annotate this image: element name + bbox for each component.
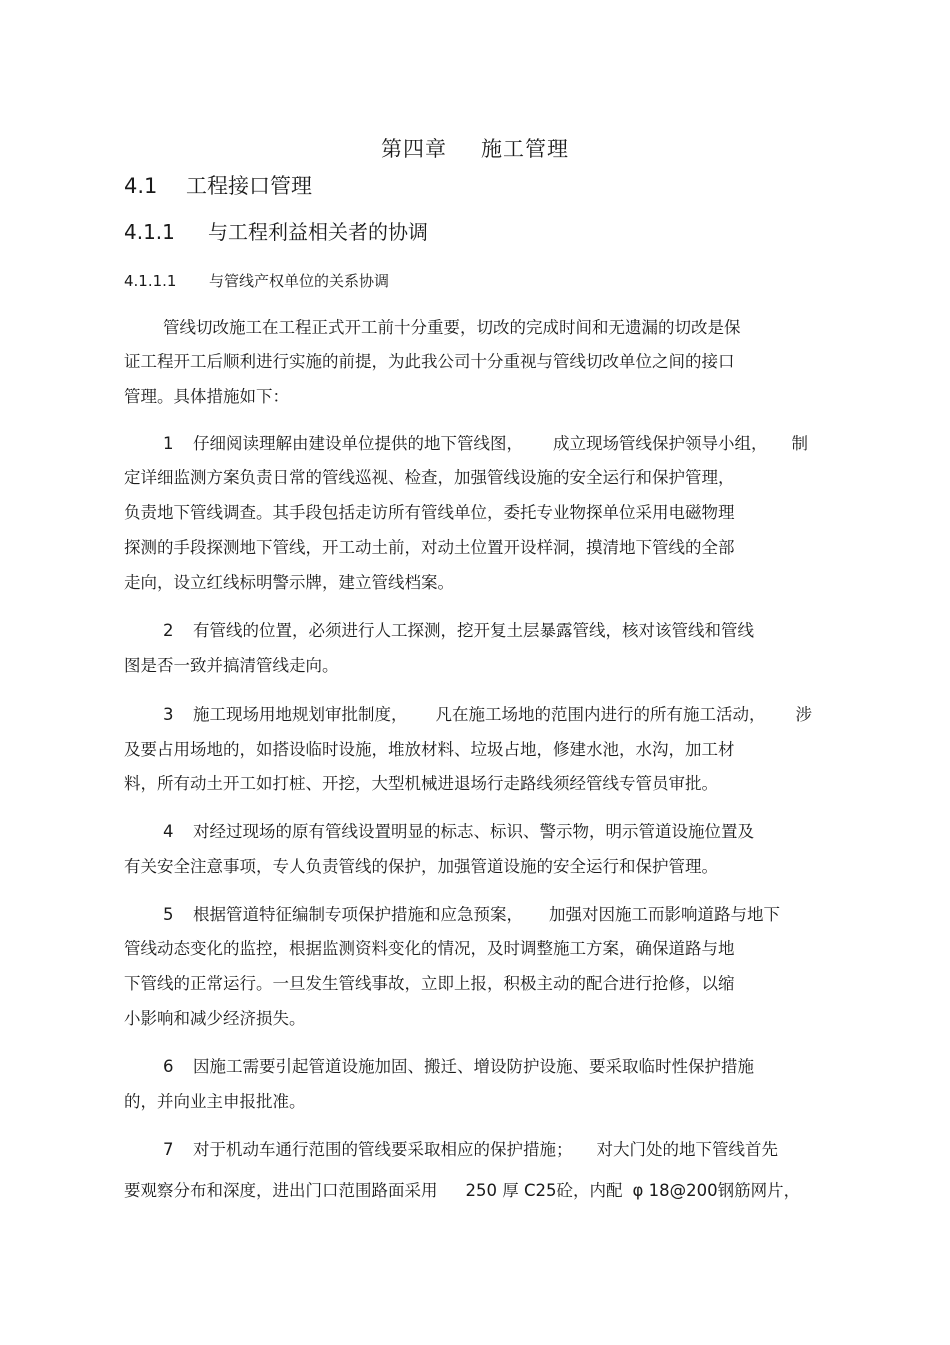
list-item-line	[163, 904, 780, 926]
list-item-line: 的，并向业主申报批准。	[124, 1092, 306, 1111]
list-item-line: 负责地下管线调查。其手段包括走访所有管线单位，委托专业物探单位采用电磁物理	[124, 503, 735, 522]
text-segment: 250 厚 C25砼，内配	[465, 1181, 623, 1200]
item-number: 3	[163, 705, 174, 724]
item-number: 1	[163, 434, 174, 453]
list-item-line	[124, 1180, 800, 1202]
chapter-number: 第四章	[381, 137, 447, 161]
list-item-line: 料，所有动土开工如打桩、开挖，大型机械进退场行走路线须经管线专管员审批。	[124, 774, 718, 793]
text-segment: 仔细阅读理解由建设单位提供的地下管线图，	[193, 434, 523, 453]
text-segment: 对于机动车通行范围的管线要采取相应的保护措施；	[193, 1140, 573, 1159]
list-item-line	[163, 1056, 754, 1078]
section-number: 4.1	[124, 174, 158, 198]
subsection-heading	[124, 216, 428, 245]
list-item-line: 及要占用场地的，如搭设临时设施，堆放材料、垃圾占地，修建水池，水沟，加工材	[124, 740, 735, 759]
section-heading	[124, 170, 312, 200]
intro-line: 管理。具体措施如下：	[124, 387, 289, 406]
list-item-line: 小影响和减少经济损失。	[124, 1009, 306, 1028]
list-item-line: 下管线的正常运行。一旦发生管线事故，立即上报，积极主动的配合进行抢修，以缩	[124, 974, 735, 993]
text-segment: 制	[791, 434, 808, 453]
list-item-line	[163, 433, 808, 455]
list-item-line: 走向，设立红线标明警示牌，建立管线档案。	[124, 573, 454, 592]
text-segment: 根据管道特征编制专项保护措施和应急预案，	[193, 905, 523, 924]
list-item-line	[163, 1139, 778, 1161]
subsubsection-title: 与管线产权单位的关系协调	[209, 272, 390, 290]
subsection-number: 4.1.1	[124, 220, 175, 244]
item-number: 4	[163, 822, 174, 841]
list-item-line	[163, 821, 754, 843]
chapter-title	[0, 133, 950, 163]
list-item-line: 定详细监测方案负责日常的管线巡视、检查，加强管线设施的安全运行和保护管理，	[124, 468, 735, 487]
subsection-title: 与工程利益相关者的协调	[208, 220, 428, 244]
text-segment: 对大门处的地下管线首先	[596, 1140, 778, 1159]
chapter-name: 施工管理	[481, 137, 569, 161]
text-segment: 要观察分布和深度，进出门口范围路面采用	[124, 1181, 438, 1200]
list-item-line: 图是否一致并搞清管线走向。	[124, 656, 339, 675]
text-segment: 有管线的位置，必须进行人工探测，挖开复土层暴露管线，核对该管线和管线	[193, 621, 754, 640]
subsubsection-heading	[124, 270, 389, 291]
item-number: 7	[163, 1140, 174, 1159]
text-segment: 对经过现场的原有管线设置明显的标志、标识、警示物，明示管道设施位置及	[193, 822, 754, 841]
list-item-line: 管线动态变化的监控，根据监测资料变化的情况，及时调整施工方案，确保道路与地	[124, 939, 735, 958]
text-segment: 加强对因施工而影响道路与地下	[549, 905, 780, 924]
section-title: 工程接口管理	[186, 174, 312, 198]
subsubsection-number: 4.1.1.1	[124, 272, 177, 290]
text-segment: 凡在施工场地的范围内进行的所有施工活动，	[435, 705, 766, 724]
text-segment: φ 18@200钢筋网片，	[632, 1181, 801, 1200]
intro-line: 证工程开工后顺利进行实施的前提，为此我公司十分重视与管线切改单位之间的接口	[124, 352, 735, 371]
text-segment: 成立现场管线保护领导小组，	[553, 434, 768, 453]
intro-line: 管线切改施工在工程正式开工前十分重要，切改的完成时间和无遗漏的切改是保	[163, 318, 741, 337]
text-segment: 因施工需要引起管道设施加固、搬迁、增设防护设施、要采取临时性保护措施	[193, 1057, 754, 1076]
text-segment: 涉	[795, 705, 812, 724]
item-number: 2	[163, 621, 174, 640]
item-number: 5	[163, 905, 174, 924]
list-item-line	[163, 704, 812, 726]
list-item-line: 有关安全注意事项，专人负责管线的保护，加强管道设施的安全运行和保护管理。	[124, 857, 718, 876]
item-number: 6	[163, 1057, 174, 1076]
text-segment: 施工现场用地规划审批制度，	[193, 705, 408, 724]
list-item-line	[163, 620, 754, 642]
list-item-line: 探测的手段探测地下管线，开工动土前，对动土位置开设样洞，摸清地下管线的全部	[124, 538, 735, 557]
